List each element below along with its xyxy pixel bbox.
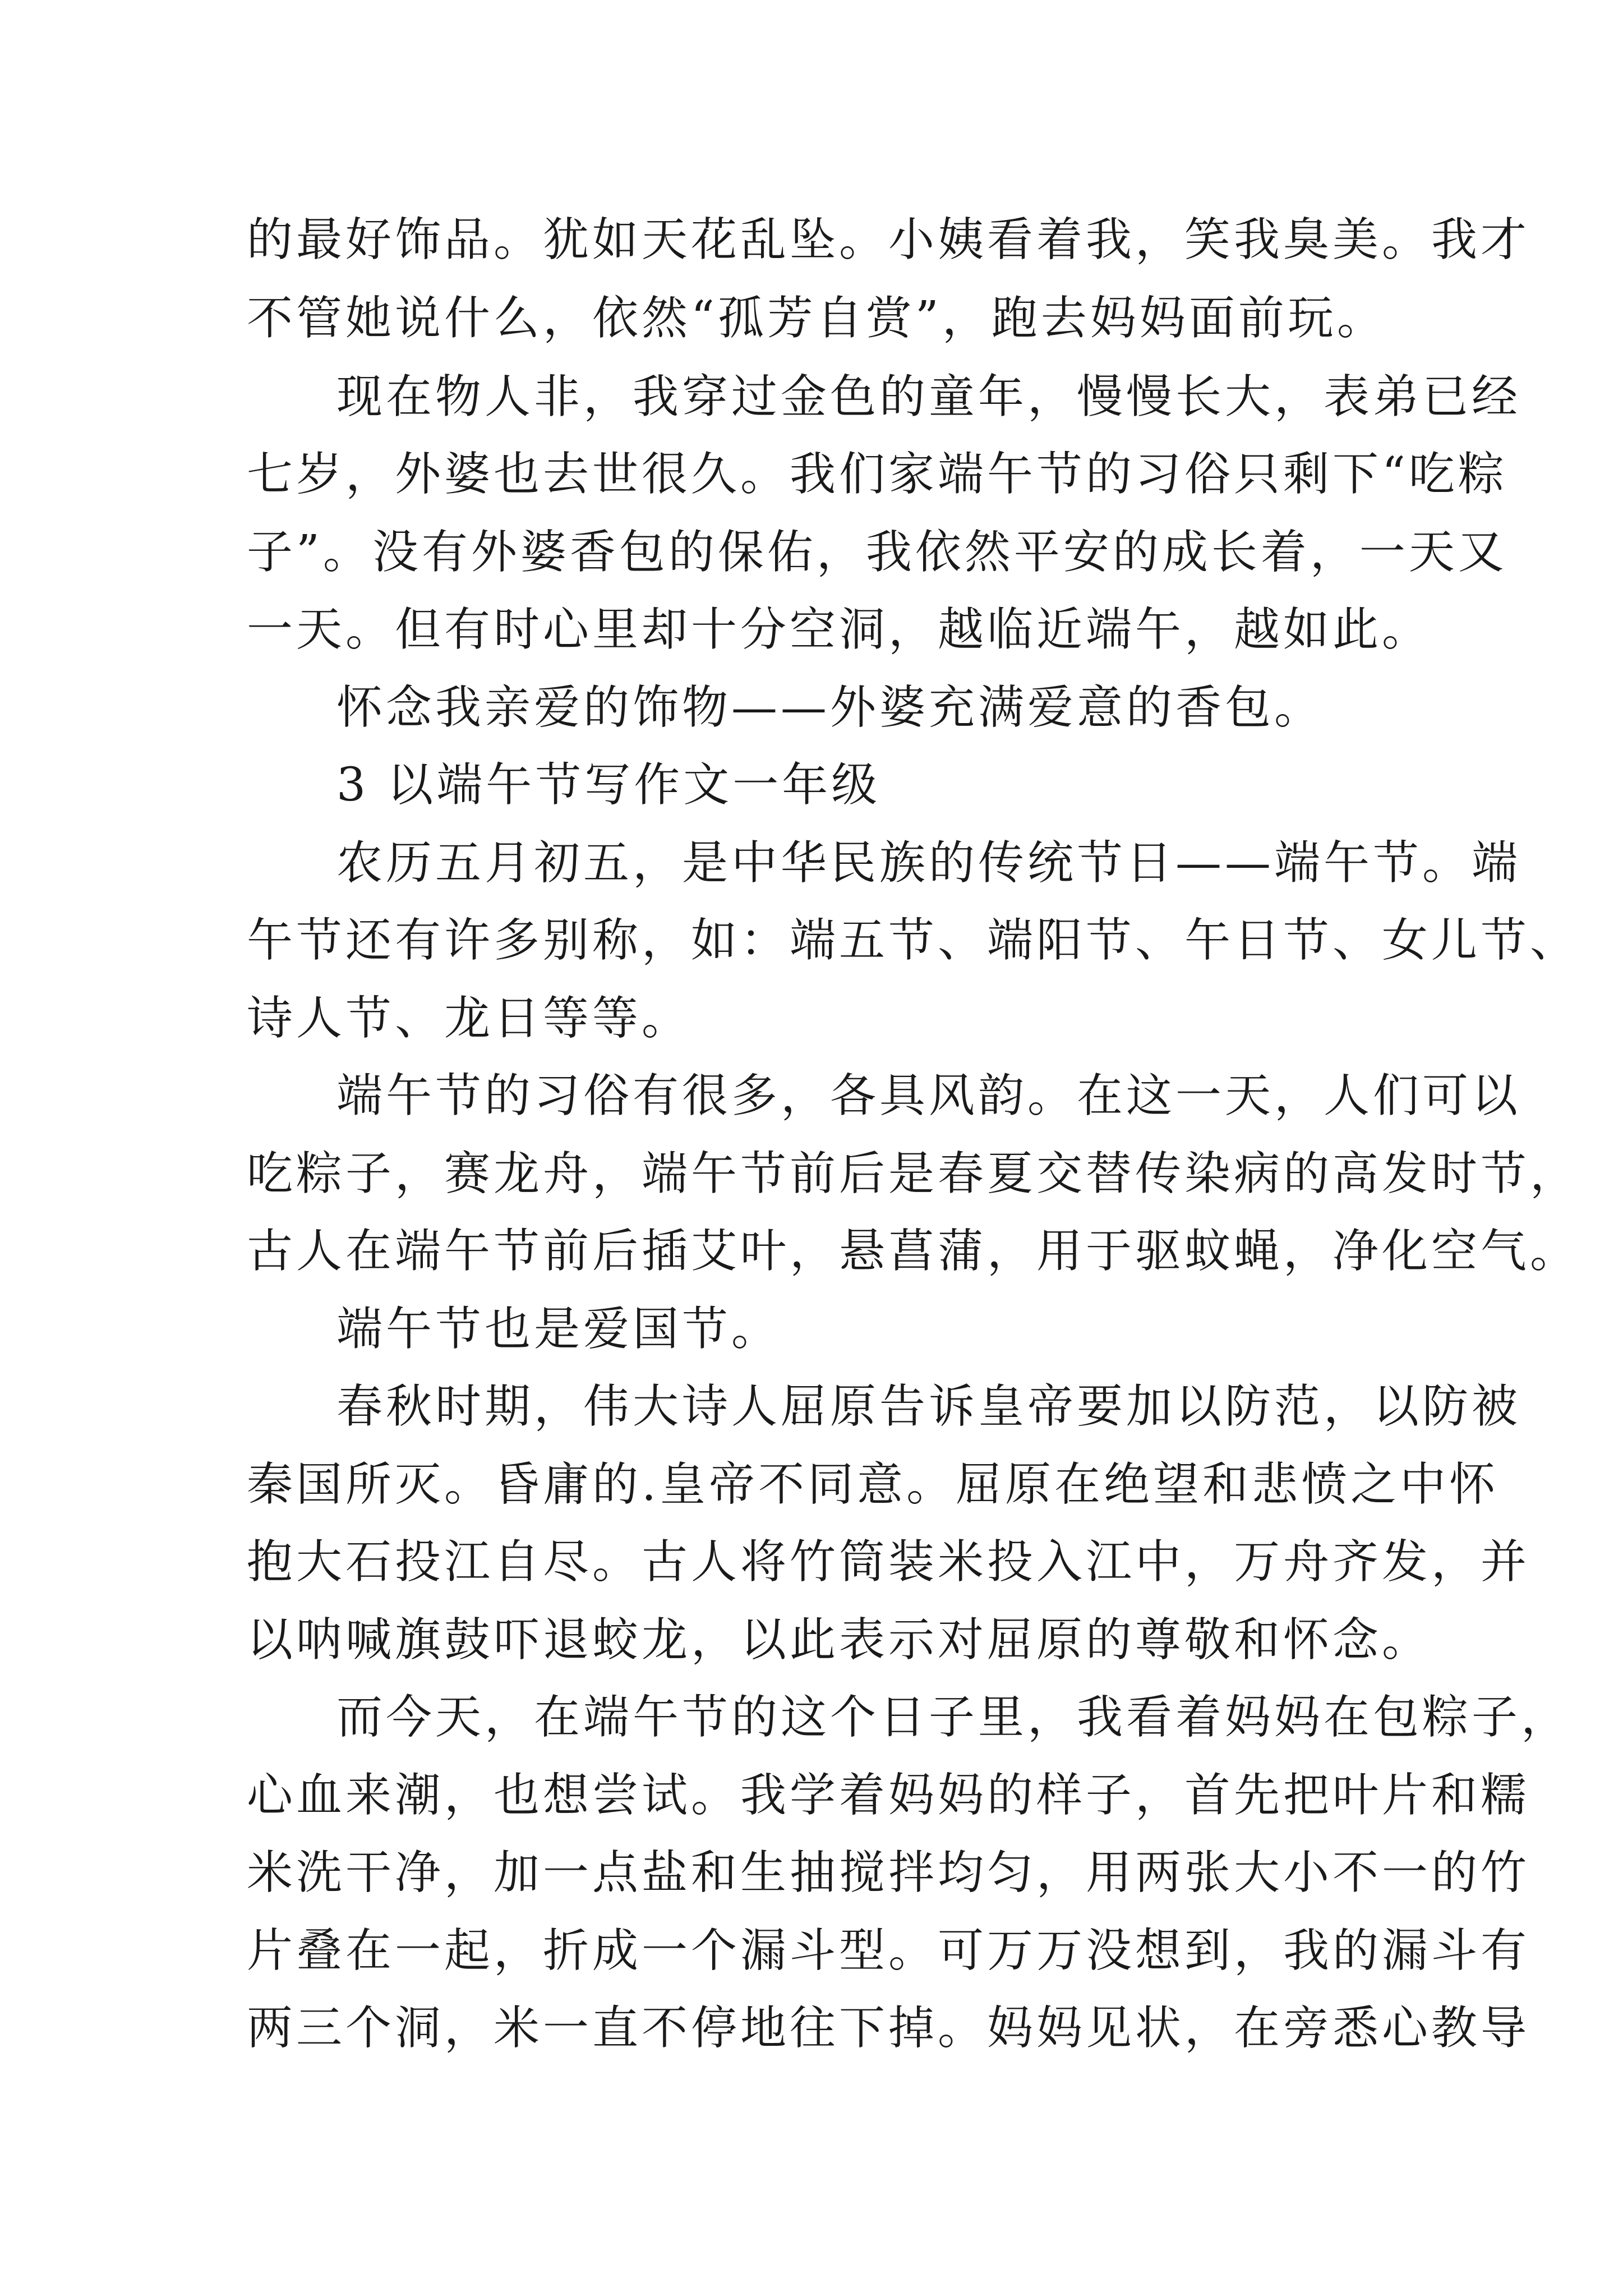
- text-line: 心血来潮，也想尝试。我学着妈妈的样子，首先把叶片和糯: [247, 1769, 1530, 1822]
- text-line: 不管她说什么，依然“孤芳自赏”，跑去妈妈面前玩。: [247, 292, 1386, 345]
- text-line: 春秋时期，伟大诗人屈原告诉皇帝要加以防范，以防被: [336, 1380, 1521, 1433]
- text-line: 吃粽子，赛龙舟，端午节前后是春夏交替传染病的高发时节，: [247, 1147, 1580, 1200]
- text-line: 怀念我亲爱的饰物——外婆充满爱意的香包。: [336, 681, 1324, 734]
- text-line: 现在物人非，我穿过金色的童年，慢慢长大，表弟已经: [336, 370, 1521, 424]
- text-line: 农历五月初五，是中华民族的传统节日——端午节。端: [336, 836, 1521, 890]
- text-line: 抱大石投江自尽。古人将竹筒装米投入江中，万舟齐发，并: [247, 1535, 1530, 1589]
- text-line: 午节还有许多别称，如：端五节、端阳节、午日节、女儿节、: [247, 914, 1580, 967]
- text-line: 端午节的习俗有很多，各具风韵。在这一天，人们可以: [336, 1069, 1521, 1122]
- text-line: 米洗干净，加一点盐和生抽搅拌均匀，用两张大小不一的竹: [247, 1846, 1530, 1899]
- text-line: 而今天，在端午节的这个日子里，我看着妈妈在包粽子，: [336, 1691, 1571, 1744]
- text-line: 端午节也是爱国节。: [336, 1303, 781, 1356]
- text-line: 古人在端午节前后插艾叶，悬菖蒲，用于驱蚊蝇，净化空气。: [247, 1225, 1580, 1278]
- section-heading: 3 以端午节写作文一年级: [336, 758, 881, 812]
- text-line: 一天。但有时心里却十分空洞，越临近端午，越如此。: [247, 603, 1432, 656]
- text-line: 的最好饰品。犹如天花乱坠。小姨看着我，笑我臭美。我才: [247, 213, 1530, 266]
- text-line: 七岁，外婆也去世很久。我们家端午节的习俗只剩下“吃粽: [247, 448, 1507, 501]
- text-line: 诗人节、龙日等等。: [247, 992, 691, 1045]
- text-line: 秦国所灭。昏庸的.皇帝不同意。屈原在绝望和悲愤之中怀: [247, 1458, 1499, 1511]
- text-line: 两三个洞，米一直不停地往下掉。妈妈见状，在旁悉心教导: [247, 2001, 1530, 2055]
- text-line: 子”。没有外婆香包的保佑，我依然平安的成长着，一天又: [247, 526, 1507, 579]
- text-line: 以呐喊旗鼓吓退蛟龙，以此表示对屈原的尊敬和怀念。: [247, 1613, 1432, 1667]
- text-line: 片叠在一起，折成一个漏斗型。可万万没想到，我的漏斗有: [247, 1924, 1530, 1977]
